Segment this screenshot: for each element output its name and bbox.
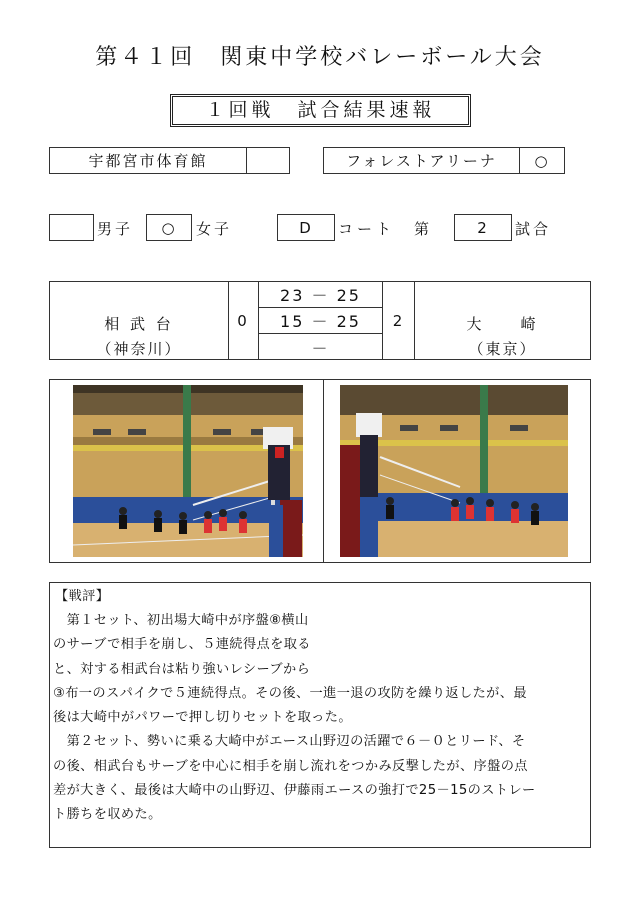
- report-line: のサーブで相手を崩し、５連続得点を取る: [53, 637, 311, 653]
- report-line: の後、相武台もサーブを中心に相手を崩し流れをつかみ反撃したが、序盤の点: [53, 758, 528, 774]
- team-b-name: 大 崎: [466, 315, 539, 333]
- girls-mark: ○: [161, 218, 177, 237]
- venue-2-name: [323, 147, 520, 174]
- match-photo-1: [73, 385, 303, 557]
- match-label: 試合: [515, 220, 552, 238]
- report-line: ③布一のスパイクで５連続得点。その後、一進一退の攻防を繰り返したが、最: [53, 685, 527, 701]
- venue-1-label: 宇都宮市体育館: [88, 152, 208, 170]
- report-line: と、対する相武台は粘り強いレシーブから: [53, 661, 311, 677]
- report-line: 差が大きく、最後は大崎中の山野辺、伊藤雨エースの強打で25－15のストレー: [53, 783, 536, 799]
- report-body: [53, 609, 536, 828]
- page-subtitle: １回戦 試合結果速報: [170, 94, 471, 127]
- match-no-box: [454, 214, 512, 241]
- team-b-sets-value: 2: [392, 311, 405, 330]
- court-label: コート 第: [338, 220, 434, 238]
- report-line: ト勝ちを収めた。: [53, 807, 162, 823]
- boys-mark-box: [49, 214, 94, 241]
- venue-2-mark-text: ○: [534, 151, 550, 170]
- report-heading: 【戦評】: [55, 589, 110, 604]
- scoreboard: [49, 281, 591, 360]
- report-line: 第２セット、勢いに乗る大崎中がエース山野辺の活躍で６－０とリード、そ: [53, 734, 526, 750]
- boys-label: 男子: [97, 220, 134, 238]
- set-1-score: 23 － 25: [259, 282, 382, 308]
- set-scores: [259, 282, 383, 359]
- team-a-pref: （神奈川）: [96, 340, 182, 358]
- venue-1-mark: [246, 147, 290, 174]
- report-box: [49, 582, 591, 848]
- venue-2-label: フォレストアリーナ: [346, 152, 497, 170]
- photo-divider: [323, 380, 324, 562]
- page-title: 第４１回 関東中学校バレーボール大会: [95, 45, 545, 70]
- team-b-pref: （東京）: [468, 340, 537, 358]
- venue-1-name: [49, 147, 247, 174]
- court-value: D: [299, 218, 313, 237]
- team-b-cell: [415, 282, 590, 359]
- girls-label: 女子: [196, 220, 233, 238]
- team-a-cell: [50, 282, 229, 359]
- match-no-value: 2: [477, 218, 489, 237]
- court-box: [277, 214, 335, 241]
- set-3-score: －: [311, 338, 330, 358]
- team-a-sets-won: [228, 282, 259, 359]
- report-line: 第１セット、初出場大崎中が序盤⑧横山: [53, 613, 309, 628]
- report-line: 後は大崎中がパワーで押し切りセットを取った。: [53, 710, 352, 726]
- team-b-sets-won: [383, 282, 415, 359]
- match-photo-2: [340, 385, 568, 557]
- girls-mark-box: [146, 214, 192, 241]
- team-a-name: 相 武 台: [104, 315, 174, 333]
- venue-2-mark: [519, 147, 565, 174]
- set-2-score: 15 － 25: [259, 308, 382, 334]
- team-a-sets-value: 0: [237, 311, 249, 330]
